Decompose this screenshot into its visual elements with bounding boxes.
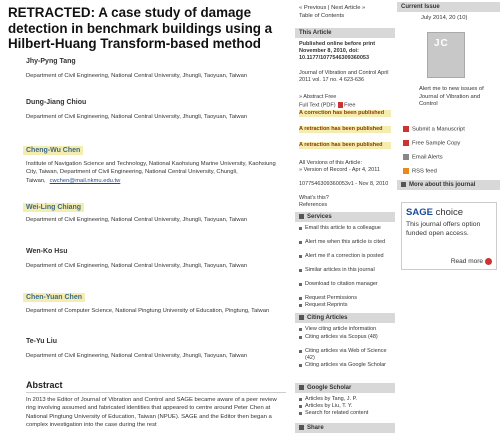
all-versions-label: All Versions of this Article: xyxy=(299,160,362,166)
citing-articles-heading: Citing Articles xyxy=(295,313,395,323)
sample-icon xyxy=(403,140,409,146)
abstract-heading: Abstract xyxy=(26,380,286,393)
author-name[interactable]: Wen-Ko Hsu xyxy=(26,248,68,255)
service-email-article[interactable]: Email this article to a colleague xyxy=(299,225,391,232)
published-info: Published online before print November 8, 2010, doi: 10.1177/1077546309360053 xyxy=(299,41,376,61)
sage-choice-ad[interactable] xyxy=(401,202,497,270)
author-affiliation xyxy=(26,160,286,185)
author-affiliation: Department of Computer Science, National Pingtung University of Education, Pingtung, Taiwan xyxy=(26,308,270,314)
journal-sidebar xyxy=(397,0,500,435)
abstract-free-link[interactable]: » Abstract Free xyxy=(299,94,337,100)
free-label: Free xyxy=(344,102,356,109)
collapse-icon[interactable] xyxy=(299,315,304,320)
author-affiliation: Department of Civil Engineering, National Central University, Jhungli, Taoyuan, Taiwan xyxy=(26,114,248,120)
fulltext-pdf-row[interactable] xyxy=(299,102,391,109)
email-alerts-row[interactable]: Email Alerts xyxy=(403,154,498,162)
collapse-icon[interactable] xyxy=(299,214,304,219)
service-alert-cited[interactable]: Alert me when this article is cited xyxy=(299,239,391,246)
author-affiliation: Department of Civil Engineering, National Central University, Jhungli, Taoyuan, Taiwan xyxy=(26,353,248,359)
author-affiliation: Department of Civil Engineering, National Central University, Jhungli, Taoyuan, Taiwan xyxy=(26,73,248,79)
retraction-link[interactable]: A retraction has been published xyxy=(299,142,391,149)
rss-feed-row[interactable]: RSS feed xyxy=(403,168,498,176)
share-heading: Share xyxy=(295,423,395,433)
service-request-permissions[interactable]: Request Permissions xyxy=(299,295,391,302)
collapse-icon[interactable] xyxy=(299,425,304,430)
pdf-icon xyxy=(338,102,343,108)
citing-google-scholar[interactable]: Citing articles via Google Scholar xyxy=(299,362,391,369)
submit-manuscript-row[interactable]: Submit a Manuscript xyxy=(403,126,498,134)
current-issue-date-link[interactable]: July 2014, 20 (10) xyxy=(421,15,468,21)
author-name[interactable]: Dung-Jiang Chiou xyxy=(26,99,87,106)
service-similar-articles[interactable]: Similar articles in this journal xyxy=(299,267,391,274)
author-name-highlighted[interactable]: Chen-Yuan Chen xyxy=(23,293,85,302)
cover-logo: JC xyxy=(434,38,449,49)
citing-web-of-science[interactable]: Citing articles via Web of Science (42) xyxy=(299,348,391,362)
service-request-reprints[interactable]: Request Reprints xyxy=(299,302,391,309)
journal-cover-image[interactable] xyxy=(427,32,465,78)
services-heading: Services xyxy=(295,212,395,222)
article-nav xyxy=(299,4,365,20)
citation-info: Journal of Vibration and Control April 2011 vol. 17 no. 4 623-636 xyxy=(299,70,389,83)
prev-next-link[interactable]: « Previous | Next Article » xyxy=(299,5,366,11)
retraction-link[interactable]: A retraction has been published xyxy=(299,126,391,133)
google-scholar-heading: Google Scholar xyxy=(295,383,395,393)
toc-link[interactable]: Table of Contents xyxy=(299,13,345,19)
sage-choice-logo: SAGE choice xyxy=(406,207,464,218)
author-name-highlighted[interactable]: Wei-Ling Chiang xyxy=(23,203,84,212)
service-download-citation[interactable]: Download to citation manager xyxy=(299,281,391,288)
citing-scopus[interactable]: Citing articles via Scopus (48) xyxy=(299,334,391,341)
author-name[interactable]: Te-Yu Liu xyxy=(26,338,57,345)
scholar-search-related[interactable]: Search for related content xyxy=(299,410,391,417)
correction-link[interactable]: A correction has been published xyxy=(299,110,391,117)
rss-icon xyxy=(403,168,409,174)
fulltext-pdf-link[interactable]: Full Text (PDF) xyxy=(299,102,336,109)
scholar-articles-liu[interactable]: Articles by Liu, T. Y. xyxy=(299,403,391,410)
abstract-text: In 2013 the Editor of Journal of Vibration and Control and SAGE became aware of a peer review ring involving assumed and fabricated identities that appeared to centre around Peter Chen at National Pingtung University of Education, Taiwan (NPUE). SAGE and the Editor then began a complex investigation into the case during the rest xyxy=(26,397,277,429)
version-doi-link[interactable]: 1077546309360053v1 - Nov 8, 2010 xyxy=(299,181,389,187)
author-affiliation: Department of Civil Engineering, National Central University, Jhungli, Taoyuan, Taiwan xyxy=(26,263,248,269)
author-affiliation: Department of Civil Engineering, National Central University, Jhungli, Taoyuan, Taiwan xyxy=(26,217,248,223)
version-of-record-link[interactable]: » Version of Record - Apr 4, 2011 xyxy=(299,167,380,173)
author-name[interactable]: Jhy-Pyng Tang xyxy=(26,58,76,65)
read-more-link[interactable]: Read more xyxy=(451,258,492,265)
references-link[interactable]: References xyxy=(299,202,328,208)
citing-view-info[interactable]: View citing article information xyxy=(299,326,391,333)
whats-this-link[interactable]: What's this? xyxy=(299,195,329,201)
this-article-heading: This Article xyxy=(295,28,395,38)
more-about-journal-heading[interactable]: More about this journal xyxy=(397,180,500,190)
author-name-highlighted[interactable]: Cheng-Wu Chen xyxy=(23,146,83,155)
expand-icon xyxy=(401,182,406,187)
sage-ad-description: This journal offers option funded open access. xyxy=(406,221,481,237)
author-email-link[interactable]: cwchen@mail.nkmu.edu.tw xyxy=(49,177,121,184)
free-sample-copy-row[interactable]: Free Sample Copy xyxy=(403,140,498,148)
article-tools-sidebar xyxy=(295,0,395,435)
author-affiliation-text: Institute of Navigation Science and Technology, National Kaohsiung Marine University, Kaohsiung City, Taiwan, Department of Civil Engineering, National Central University, Chungli, Taiwan, xyxy=(26,161,276,184)
scholar-articles-tang[interactable]: Articles by Tang, J. P. xyxy=(299,396,391,403)
submit-icon xyxy=(403,126,409,132)
article-title: RETRACTED: A case study of damage detection in benchmark buildings using a Hilbert-Huang Transform-based method xyxy=(8,5,273,51)
email-icon xyxy=(403,154,409,160)
current-issue-heading: Current Issue xyxy=(397,2,500,12)
collapse-icon[interactable] xyxy=(299,385,304,390)
arrow-right-icon xyxy=(485,258,492,265)
alert-new-issues-link[interactable]: Alert me to new issues of Journal of Vibration and Control xyxy=(419,86,484,107)
service-alert-correction[interactable]: Alert me if a correction is posted xyxy=(299,253,391,260)
